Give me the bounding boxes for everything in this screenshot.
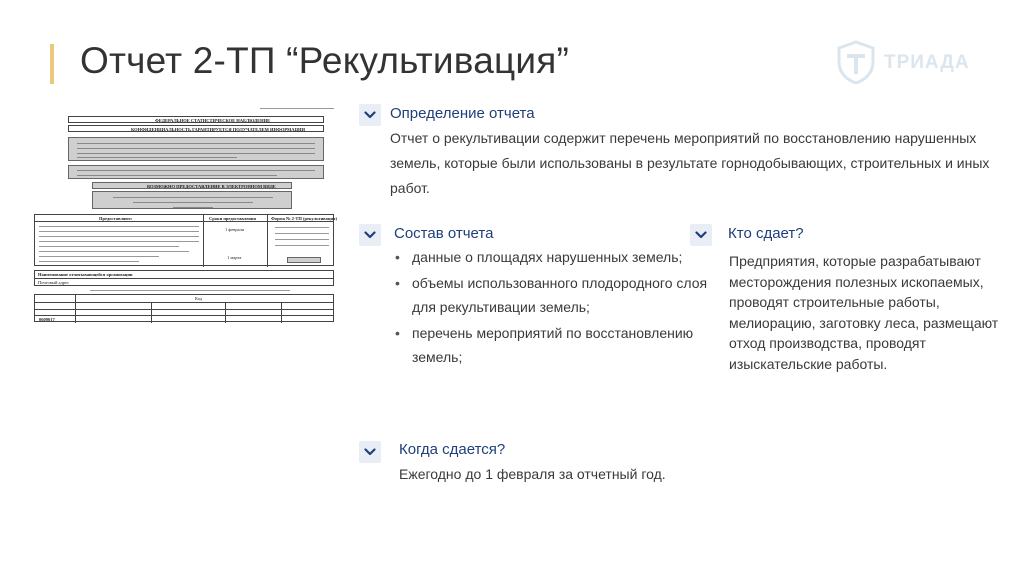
doc-deadline-2: 1 марта <box>227 255 242 260</box>
doc-deadline-1: 1 февраля <box>225 227 245 232</box>
chevron-down-icon <box>364 447 376 457</box>
when-chevron[interactable] <box>359 441 381 463</box>
definition-title: Определение отчета <box>390 105 535 122</box>
composition-list <box>393 245 708 371</box>
list-item: • данные о площадях нарушенных земель; <box>393 245 708 269</box>
doc-heading-1: ФЕДЕРАЛЬНОЕ СТАТИСТИЧЕСКОЕ НАБЛЮДЕНИЕ <box>155 118 271 123</box>
doc-form-label: Форма № 2-ТП (рекультивация) <box>271 216 337 221</box>
when-title: Когда сдается? <box>399 441 506 458</box>
when-text: Ежегодно до 1 февраля за отчетный год. <box>399 466 666 482</box>
page-title: Отчет 2-ТП “Рекультивация” <box>80 40 570 81</box>
list-item: • объемы использованного плодородного слоя для рекультивации земель; <box>393 271 708 319</box>
composition-title: Состав отчета <box>394 225 494 242</box>
who-title: Кто сдает? <box>728 225 804 242</box>
doc-org-label: Наименование отчитывающейся организации <box>38 272 133 277</box>
doc-code-label: Код <box>195 296 203 301</box>
definition-text: Отчет о рекультивации содержит перечень мероприятий по восстановлению нарушенных земель, которые были использованы в результате горнодобывающих, строительных и иных работ. <box>390 130 990 196</box>
doc-col-submit: Предоставляют: <box>99 216 133 221</box>
doc-heading-2: КОНФИДЕНЦИАЛЬНОСТЬ ГАРАНТИРУЕТСЯ ПОЛУЧАТЕЛЕМ ИНФОРМАЦИИ <box>131 127 306 132</box>
chevron-down-icon <box>695 230 707 240</box>
chevron-down-icon <box>364 230 376 240</box>
doc-heading-3: ВОЗМОЖНО ПРЕДОСТАВЛЕНИЕ В ЭЛЕКТРОННОМ ВИДЕ <box>147 184 276 189</box>
report-form-thumbnail <box>30 102 340 324</box>
doc-address-label: Почтовый адрес <box>38 280 70 285</box>
composition-chevron[interactable] <box>359 224 381 246</box>
shield-icon <box>836 40 876 84</box>
list-item: • перечень мероприятий по восстановлению земель; <box>393 321 708 369</box>
definition-chevron[interactable] <box>359 104 381 126</box>
who-chevron[interactable] <box>690 224 712 246</box>
company-logo <box>836 40 986 86</box>
title-accent-bar <box>50 44 54 84</box>
doc-col-deadline: Сроки предоставления <box>209 216 256 221</box>
logo-text: ТРИАДА <box>884 52 970 73</box>
doc-okud-code: 0609017 <box>39 317 55 322</box>
chevron-down-icon <box>364 110 376 120</box>
who-text: Предприятия, которые разрабатывают месторождения полезных ископаемых, проводят строительные работы, мелиорацию, заготовку леса, размещают отход производства, проводят изыскательские работы. <box>729 253 999 372</box>
